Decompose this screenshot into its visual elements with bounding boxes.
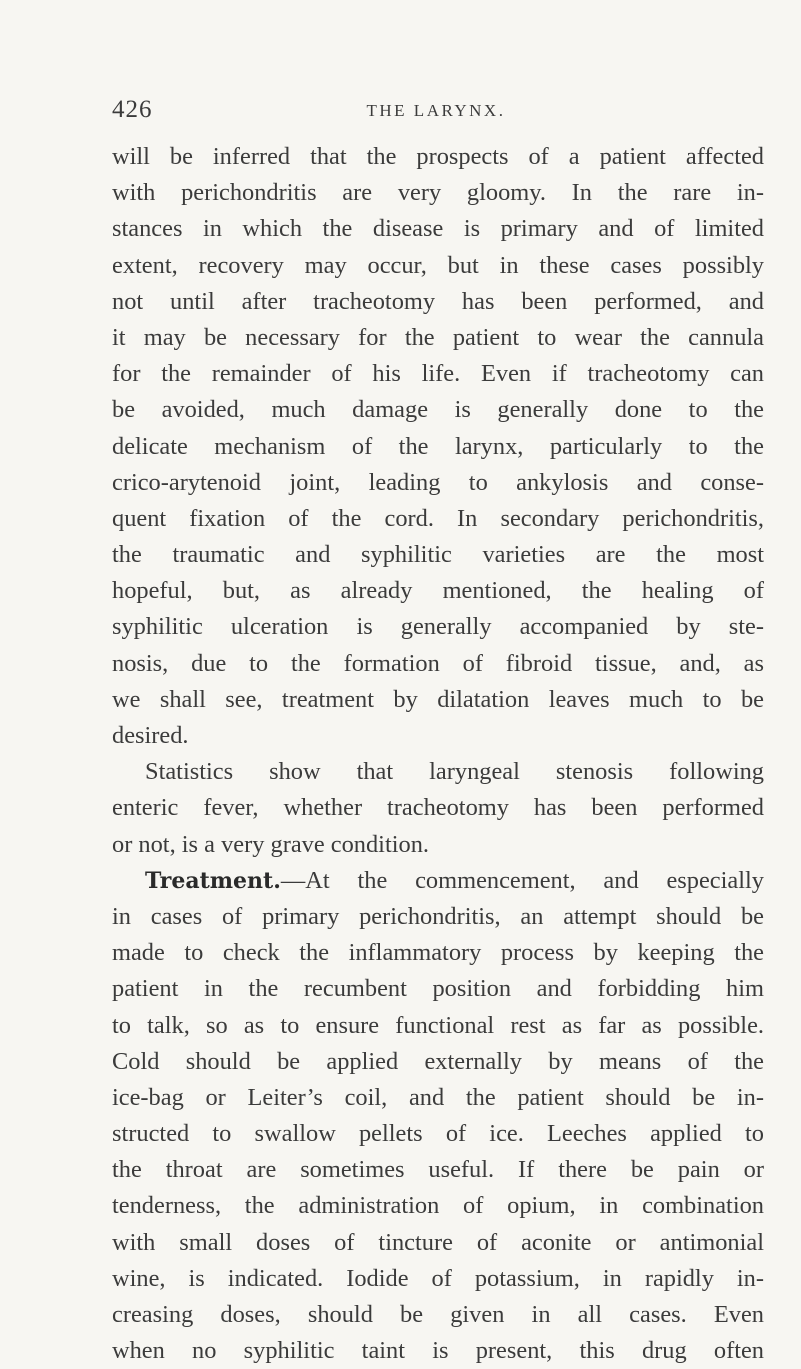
text-line: to talk, so as to ensure functional rest as far as possible. — [112, 1011, 764, 1039]
text-line: syphilitic ulceration is generally accompanied by ste- — [112, 613, 764, 641]
page-number: 426 — [112, 96, 153, 123]
text-line: made to check the inflammatory process by keeping the — [112, 939, 764, 967]
text-line: be avoided, much damage is generally done to the — [112, 396, 764, 424]
text-line: the throat are sometimes useful. If there be pain or — [112, 1156, 764, 1184]
treatment-line-text: —At the commencement, and especially — [280, 866, 764, 894]
text-line: hopeful, but, as already mentioned, the healing of — [112, 577, 764, 605]
treatment-line — [112, 863, 764, 899]
treatment-heading: Treatment. — [145, 867, 281, 894]
text-line: Cold should be applied externally by means of the — [112, 1047, 764, 1075]
text-line: wine, is indicated. Iodide of potassium, in rapidly in- — [112, 1264, 764, 1292]
body-text — [112, 139, 764, 1369]
text-line: for the remainder of his life. Even if tracheotomy can — [112, 360, 764, 388]
text-line: enteric fever, whether tracheotomy has been performed — [112, 794, 764, 822]
text-line: Statistics show that laryngeal stenosis following — [145, 758, 764, 786]
text-line: delicate mechanism of the larynx, particularly to the — [112, 432, 764, 460]
text-line: we shall see, treatment by dilatation leaves much to be — [112, 685, 764, 713]
text-line: crico-arytenoid joint, leading to ankylosis and conse- — [112, 468, 764, 496]
text-line: creasing doses, should be given in all cases. Even — [112, 1301, 764, 1328]
text-line: with small doses of tincture of aconite or antimonial — [112, 1228, 764, 1256]
text-line: the traumatic and syphilitic varieties are the most — [112, 541, 764, 569]
page-header — [112, 96, 760, 126]
text-line: when no syphilitic taint is present, this drug often — [112, 1337, 764, 1365]
text-line: tenderness, the administration of opium, in combination — [112, 1192, 764, 1220]
text-line: it may be necessary for the patient to wear the cannula — [112, 323, 764, 351]
text-line: will be inferred that the prospects of a patient affected — [112, 143, 764, 170]
text-line: structed to swallow pellets of ice. Leeches applied to — [112, 1120, 764, 1148]
text-line: quent fixation of the cord. In secondary perichondritis, — [112, 504, 764, 532]
text-line: patient in the recumbent position and forbidding him — [112, 975, 764, 1003]
text-line: ice-bag or Leiter’s coil, and the patient should be in- — [112, 1083, 764, 1111]
text-line: nosis, due to the formation of fibroid tissue, and, as — [112, 649, 764, 677]
text-line: or not, is a very grave condition. — [112, 830, 429, 858]
text-line: not until after tracheotomy has been performed, and — [112, 287, 764, 315]
text-line: desired. — [112, 722, 189, 749]
text-line: extent, recovery may occur, but in these cases possibly — [112, 251, 764, 279]
text-line: with perichondritis are very gloomy. In the rare in- — [112, 179, 764, 207]
text-line: stances in which the disease is primary and of limited — [112, 215, 764, 243]
text-line: in cases of primary perichondritis, an attempt should be — [112, 902, 764, 930]
running-title: THE LARYNX. — [366, 101, 506, 120]
